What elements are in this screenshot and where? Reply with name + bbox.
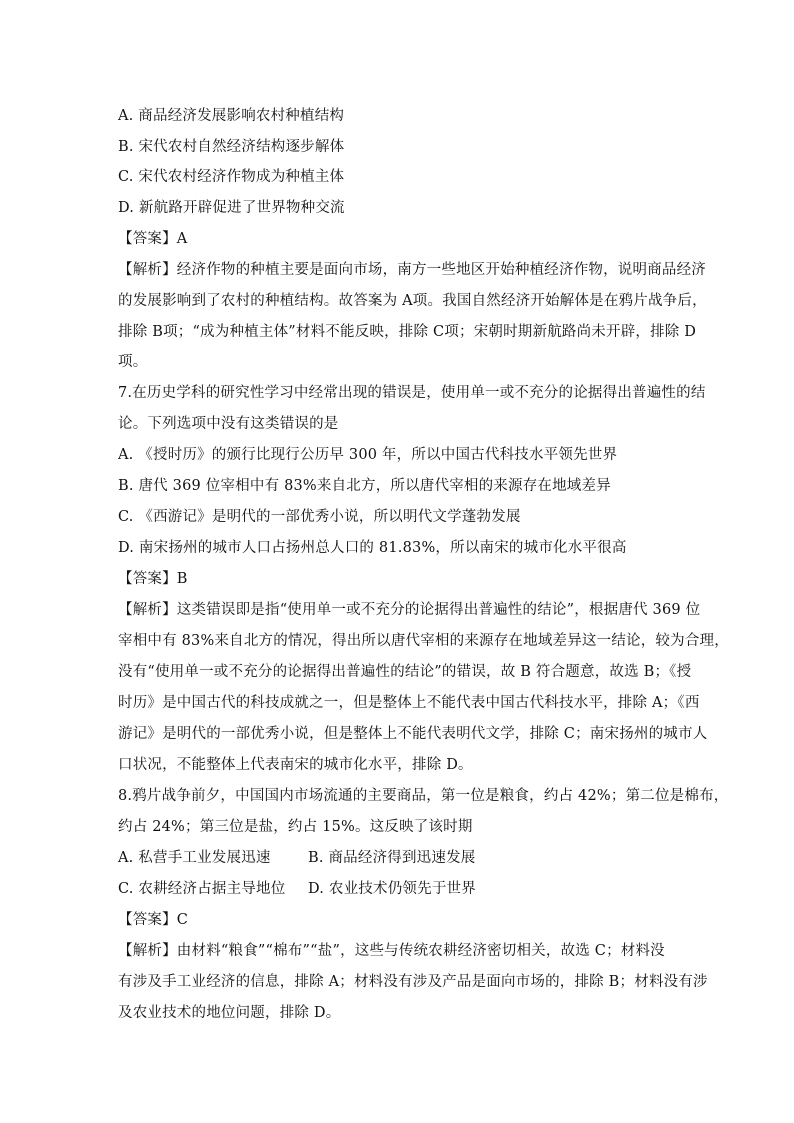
q8-analysis-line-2: 有涉及手工业经济的信息，排除 A；材料没有涉及产品是面向市场的，排除 B；材料没有涉 [118, 974, 708, 990]
q6-analysis-line-1: 【解析】经济作物的种植主要是面向市场，南方一些地区开始种植经济作物，说明商品经济 [118, 262, 706, 278]
q7-analysis-line-3: 没有“使用单一或不充分的论据得出普遍性的结论”的错误，故 B 符合题意，故选 B；《授 [118, 664, 692, 680]
q6-analysis-line-3: 排除 B项；“成为种植主体”材料不能反映，排除 C项；宋朝时期新航路尚未开辟，排除 D [118, 324, 697, 340]
q8-stem-line-1: 8.鸦片战争前夕，中国国内市场流通的主要商品，第一位是粮食，约占 42%；第二位是棉布， [118, 788, 729, 804]
q6-option-b: B. 宋代农村自然经济结构逐步解体 [118, 139, 345, 155]
q7-answer: 【答案】B [118, 571, 188, 587]
q7-analysis-line-1: 【解析】这类错误即是指“使用单一或不充分的论据得出普遍性的结论”，根据唐代 369 位 [118, 602, 701, 618]
q6-option-c: C. 宋代农村经济作物成为种植主体 [118, 169, 345, 185]
q6-analysis-line-2: 的发展影响到了农村的种植结构。故答案为 A项。我国自然经济开始解体是在鸦片战争后， [118, 293, 707, 309]
q7-analysis-line-5: 游记》是明代的一部优秀小说，但是整体上不能代表明代文学，排除 C；南宋扬州的城市人 [118, 726, 708, 742]
q7-option-a: A. 《授时历》的颁行比现行公历早 300 年，所以中国古代科技水平领先世界 [118, 447, 618, 463]
q8-stem-line-2: 约占 24%；第三位是盐，约占 15%。这反映了该时期 [118, 819, 473, 835]
q8-option-b: B. 商品经济得到迅速发展 [308, 850, 476, 866]
q8-option-d: D. 农业技术仍领先于世界 [308, 881, 476, 897]
q6-analysis-line-4: 项。 [118, 354, 148, 370]
q6-answer: 【答案】A [118, 231, 188, 247]
q7-stem-line-1: 7.在历史学科的研究性学习中经常出现的错误是，使用单一或不充分的论据得出普遍性的结 [118, 385, 706, 401]
q7-option-b: B. 唐代 369 位宰相中有 83%来自北方，所以唐代宰相的来源存在地域差异 [118, 478, 611, 494]
q7-analysis-line-2: 宰相中有 83%来自北方的情况，得出所以唐代宰相的来源存在地域差异这一结论，较为合理， [118, 633, 729, 649]
q8-options-row-2 [118, 879, 698, 899]
q7-option-c: C. 《西游记》是明代的一部优秀小说，所以明代文学蓬勃发展 [118, 509, 521, 525]
q7-stem-line-2: 论。下列选项中没有这类错误的是 [118, 416, 339, 432]
q8-analysis-line-1: 【解析】由材料“粮食”“棉布”“盐”，这些与传统农耕经济密切相关，故选 C；材料没 [118, 943, 665, 959]
q7-option-d: D. 南宋扬州的城市人口占扬州总人口的 81.83%，所以南宋的城市化水平很高 [118, 540, 627, 556]
q6-option-d: D. 新航路开辟促进了世界物种交流 [118, 200, 345, 216]
q8-analysis-line-3: 及农业技术的地位问题，排除 D。 [118, 1005, 341, 1021]
q7-analysis-line-4: 时历》是中国古代的科技成就之一，但是整体上不能代表中国古代科技水平，排除 A；《西 [118, 695, 700, 711]
q7-analysis-line-6: 口状况，不能整体上代表南宋的城市化水平，排除 D。 [118, 757, 473, 773]
q8-option-c: C. 农耕经济占据主导地位 [118, 881, 286, 897]
q6-option-a: A. 商品经济发展影响农村种植结构 [118, 108, 345, 124]
q8-options-row-1 [118, 848, 698, 868]
q8-option-a: A. 私营手工业发展迅速 [118, 850, 271, 866]
q8-answer: 【答案】C [118, 912, 189, 928]
